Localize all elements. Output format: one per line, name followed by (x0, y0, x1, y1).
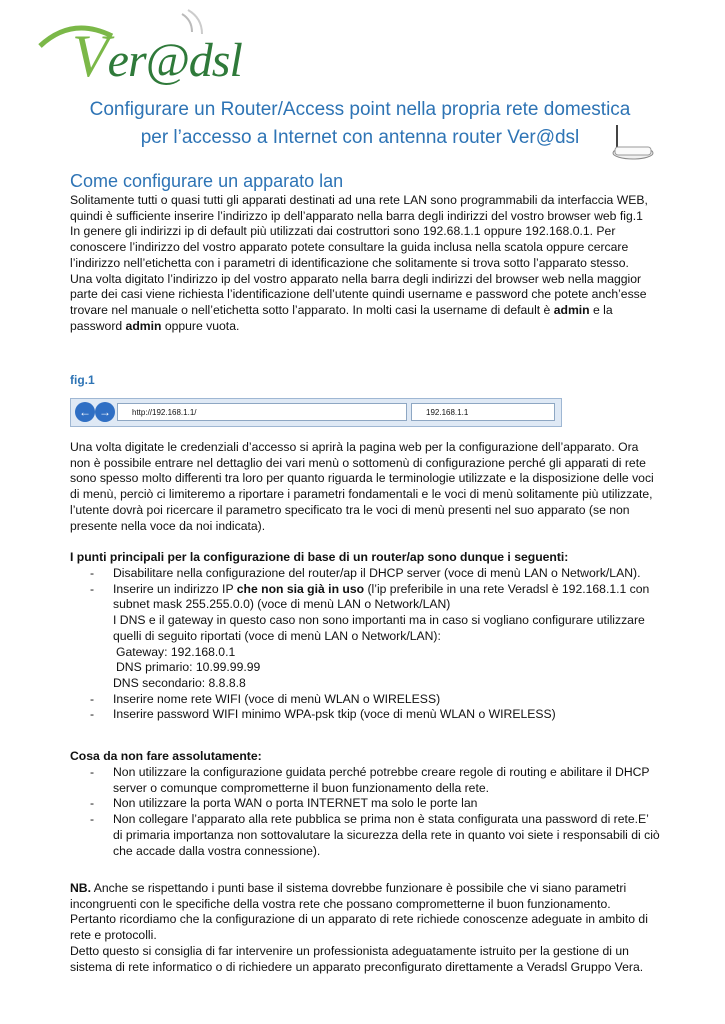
list-item: - Inserire password WIFI minimo WPA-psk tkip (voce di menù WLAN o WIRELESS) (90, 707, 660, 723)
intro-p2: In genere gli indirizzi ip di default più utilizzati dai costruttori sono 192.68.1.1 oppure 192.168.0.1. Per conoscere l’indirizzo del vostro apparato potete consultare la guida inclusa nella scatola oppure cercare l’indirizzo nell’etichetta con i parametri di identificazione che solitamente si trova sotto l’apparato stesso. (70, 224, 629, 270)
back-icon[interactable]: ← (75, 402, 95, 422)
list-item: - Inserire un indirizzo IP che non sia già in uso (l’ip preferibile in una rete Veradsl è 192.168.1.1 con subnet mask 255.255.0.0) (voce di menù LAN o Network/LAN) (90, 582, 660, 613)
veradsl-logo (32, 6, 242, 89)
title-line-2: per l’accesso a Internet con antenna router Ver@dsl (140, 127, 580, 148)
list-item: - Disabilitare nella configurazione del router/ap il DHCP server (voce di menù LAN o Network/LAN). (90, 566, 660, 582)
search-tab[interactable]: 192.168.1.1 (411, 403, 555, 421)
logo-name: er@dsl (107, 34, 242, 87)
logo-v: V (72, 23, 108, 89)
list-item: - Non utilizzare la configurazione guidata perché potrebbe creare regole di routing e abilitare il DHCP server o comunque comprometterne il buon funzionamento della rete. (90, 765, 660, 796)
list-item: - Non utilizzare la porta WAN o porta INTERNET ma solo le porte lan (90, 796, 660, 812)
forward-icon[interactable]: → (95, 402, 115, 422)
intro-text (70, 193, 660, 334)
list-item: - Inserire nome rete WIFI (voce di menù WLAN o WIRELESS) (90, 692, 660, 708)
dont-heading: Cosa da non fare assolutamente: (70, 749, 262, 763)
browser-address-bar (70, 398, 562, 427)
dns-secondary-value: DNS secondario: 8.8.8.8 (113, 675, 246, 690)
figure-label: fig.1 (70, 373, 95, 387)
list-item: - Non collegare l’apparato alla rete pubblica se prima non è stata configurata una password di rete.E’ di primaria importanza non sottovalutare la sicurezza della rete in quanto voi siete i responsabili di ciò che accade dalla vostra connessione). (90, 812, 660, 859)
gateway-value: Gateway: 192.168.0.1 (116, 644, 236, 659)
intro-p1: Solitamente tutti o quasi tutti gli apparati destinati ad una rete LAN sono programmabili da interfaccia WEB, quindi è sufficiente inserire l’indirizzo ip dell’apparato nella barra degli indirizzi del vostro browser web fig.1 (70, 193, 648, 223)
nb-p2: Pertanto ricordiamo che la configurazione di un apparato di rete richiede conoscenze adeguate in ambito di rete e protocolli. (70, 912, 648, 943)
section-heading: Come configurare un apparato lan (70, 171, 344, 191)
main-points-list (90, 566, 660, 723)
dont-list (90, 765, 660, 859)
page-title (60, 96, 660, 152)
nb-p3: Detto questo si consiglia di far intervenire un professionista adeguatamente istruito per la gestione di un sistema di rete informatico o di richiedere un apparato preconfigurato direttamente a Veradsl Gruppo Vera. (70, 943, 644, 974)
dns-note: I DNS e il gateway in questo caso non sono importanti ma in caso si vogliano configurare utilizzare quelli di seguito riportati (voce di menù LAN o Network/LAN): (113, 613, 645, 643)
address-input[interactable]: http://192.168.1.1/ (117, 403, 407, 421)
nb-section (70, 881, 660, 975)
nb-p1: NB. Anche se rispettando i punti base il sistema dovrebbe funzionare è possibile che vi siano parametri incongruenti con le specifiche della vostra rete che possano comprometterne il buon funzionamento. (70, 881, 627, 911)
intro-p3: Una volta digitato l’indirizzo ip del vostro apparato nella barra degli indirizzi del browser web nella maggior parte dei casi viene richiesta l’identificazione dell’utente quindi username e password che potete anch’esse trovare nel manuale o nell’etichetta sotto l’apparato. In molti casi la username di default è admin e la password admin oppure vuota. (70, 271, 647, 333)
paragraph-2: Una volta digitate le credenziali d’accesso si aprirà la pagina web per la configurazione dell’apparato. Ora non è possibile entrare nel dettaglio dei vari menù o sottomenù di configurazione perché gli apparati di rete sono spesso molto differenti tra loro per quanto riguarda le terminologie utilizzate e la disposizione delle voci di menù, perciò ci limiteremo a riportare i parametri fondamentali e le voci di menù solitamente più utilizzate, l’utente dovrà poi ricercare il parametro specificato tra le voci di menù presenti nel suo apparato (se non presente nella voce da noi indicata). (70, 440, 654, 533)
main-points-heading: I punti principali per la configurazione di base di un router/ap sono dunque i seguenti: (70, 550, 569, 564)
router-icon (607, 123, 655, 163)
dns-primary-value: DNS primario: 10.99.99.99 (116, 660, 261, 675)
title-line-1: Configurare un Router/Access point nella propria rete domestica (89, 99, 631, 120)
